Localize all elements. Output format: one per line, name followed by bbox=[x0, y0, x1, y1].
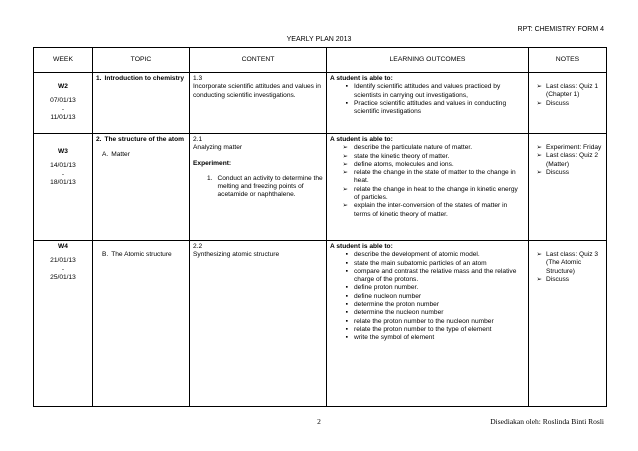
notes-cell bbox=[529, 134, 607, 241]
note-text: Experiment: Friday bbox=[546, 144, 602, 151]
square-bullet-icon: ▪ bbox=[345, 284, 348, 292]
topic-number: 2. bbox=[96, 136, 102, 143]
list-item bbox=[532, 83, 603, 100]
list-item bbox=[330, 100, 525, 117]
learning-outcome-text: state the kinetic theory of matter. bbox=[354, 152, 450, 160]
learning-outcome-text: define proton number. bbox=[354, 284, 419, 292]
notes-list bbox=[532, 251, 603, 284]
subtopic-title: The Atomic structure bbox=[111, 251, 172, 258]
document-subject: RPT: CHEMISTRY FORM 4 bbox=[517, 26, 604, 33]
week-cell bbox=[34, 241, 93, 407]
subtopic-letter: B. bbox=[102, 251, 109, 258]
content-cell bbox=[190, 73, 327, 134]
square-bullet-icon: ▪ bbox=[345, 301, 348, 309]
week-label: W2 bbox=[58, 83, 68, 90]
list-item bbox=[532, 251, 603, 276]
content-text: Incorporate scientific attitudes and values in conducting scientific investigations. bbox=[193, 83, 321, 99]
arrowhead-bullet-icon: ➢ bbox=[342, 169, 348, 177]
learning-outcomes-list bbox=[330, 83, 525, 116]
subtopic-item bbox=[96, 251, 186, 259]
prepared-by: Disediakan oleh: Roslinda Binti Rosli bbox=[490, 417, 604, 426]
learning-outcome-text: relate the proton number to the type of element bbox=[354, 325, 492, 333]
list-item bbox=[330, 153, 525, 161]
arrowhead-bullet-icon: ➢ bbox=[342, 185, 348, 193]
square-bullet-icon: ▪ bbox=[345, 267, 348, 275]
week-start-date: 07/01/13 bbox=[50, 97, 76, 105]
arrowhead-bullet-icon: ➢ bbox=[536, 275, 542, 283]
learning-outcome-text: define nucleon number bbox=[354, 292, 422, 300]
week-start-date: 14/01/13 bbox=[50, 162, 76, 170]
yearly-plan-table bbox=[33, 47, 607, 407]
list-item bbox=[330, 326, 525, 334]
learning-outcome-text: determine the proton number bbox=[354, 301, 440, 309]
week-label: W3 bbox=[58, 148, 68, 155]
list-item bbox=[330, 301, 525, 309]
learning-outcome-text: relate the change in heat to the change in kinetic energy of particles. bbox=[354, 185, 518, 202]
arrowhead-bullet-icon: ➢ bbox=[342, 160, 348, 168]
topic-item bbox=[96, 136, 186, 144]
square-bullet-icon: ▪ bbox=[345, 251, 348, 259]
list-item bbox=[330, 293, 525, 301]
week-cell bbox=[34, 134, 93, 241]
notes-list bbox=[532, 144, 603, 177]
notes-cell bbox=[529, 73, 607, 134]
list-item bbox=[330, 334, 525, 342]
subtopic-item bbox=[96, 151, 186, 159]
topic-title: The structure of the atom bbox=[104, 136, 184, 143]
list-item bbox=[330, 284, 525, 292]
experiment-item bbox=[193, 175, 323, 200]
experiment-number: 1. bbox=[207, 174, 213, 182]
list-item bbox=[330, 309, 525, 317]
list-item bbox=[532, 169, 603, 177]
list-item bbox=[330, 83, 525, 100]
square-bullet-icon: ▪ bbox=[345, 334, 348, 342]
note-text: Last class: Quiz 3 (The Atomic Structure) bbox=[546, 251, 599, 275]
arrowhead-bullet-icon: ➢ bbox=[536, 144, 542, 151]
list-item bbox=[330, 202, 525, 219]
list-item bbox=[532, 276, 603, 284]
list-item bbox=[330, 260, 525, 268]
square-bullet-icon: ▪ bbox=[345, 99, 348, 107]
topic-title: Introduction to chemistry bbox=[104, 75, 184, 82]
topic-number: 1. bbox=[96, 75, 102, 82]
subtopic-letter: A. bbox=[102, 151, 109, 159]
list-item bbox=[330, 186, 525, 203]
square-bullet-icon: ▪ bbox=[345, 309, 348, 317]
document-title: YEARLY PLAN 2013 bbox=[286, 36, 352, 43]
date-separator: - bbox=[61, 170, 65, 178]
list-item bbox=[330, 169, 525, 186]
arrowhead-bullet-icon: ➢ bbox=[342, 144, 348, 152]
table-header-row bbox=[34, 48, 607, 73]
note-text: Discuss bbox=[546, 275, 570, 283]
topic-cell bbox=[93, 241, 190, 407]
learning-outcomes-heading: A student is able to: bbox=[330, 136, 393, 143]
list-item bbox=[330, 161, 525, 169]
list-item bbox=[330, 144, 525, 152]
note-text: Last class: Quiz 2 (Matter) bbox=[546, 152, 599, 168]
content-text: Analyzing matter bbox=[193, 144, 243, 152]
notes-list bbox=[532, 83, 603, 108]
subtopic-title: Matter bbox=[111, 151, 130, 159]
learning-outcome-text: describe the development of atomic model. bbox=[354, 251, 480, 259]
week-end-date: 25/01/13 bbox=[50, 274, 76, 282]
arrowhead-bullet-icon: ➢ bbox=[536, 168, 542, 176]
learning-outcomes-list bbox=[330, 251, 525, 342]
learning-outcome-text: explain the inter-conversion of the states of matter in terms of kinetic theory of matter. bbox=[354, 202, 508, 218]
column-header-topic: TOPIC bbox=[93, 48, 190, 73]
date-separator: - bbox=[61, 265, 65, 273]
week-end-date: 18/01/13 bbox=[50, 179, 76, 187]
notes-cell bbox=[529, 241, 607, 407]
learning-outcomes-cell bbox=[327, 73, 529, 134]
learning-outcomes-heading: A student is able to: bbox=[330, 75, 393, 82]
week-label: W4 bbox=[58, 243, 68, 250]
learning-outcome-text: state the main subatomic particles of an atom bbox=[354, 259, 487, 267]
topic-cell bbox=[93, 73, 190, 134]
column-header-learning-outcomes: LEARNING OUTCOMES bbox=[327, 48, 529, 73]
note-text: Discuss bbox=[546, 99, 570, 107]
column-header-notes: NOTES bbox=[529, 48, 607, 73]
learning-outcomes-cell bbox=[327, 241, 529, 407]
table-row bbox=[34, 134, 607, 241]
arrowhead-bullet-icon: ➢ bbox=[342, 152, 348, 160]
page-number: 2 bbox=[317, 417, 321, 426]
learning-outcome-text: determine the nucleon number bbox=[354, 309, 444, 317]
experiment-label: Experiment: bbox=[193, 159, 232, 167]
arrowhead-bullet-icon: ➢ bbox=[536, 99, 542, 107]
arrowhead-bullet-icon: ➢ bbox=[536, 83, 542, 90]
content-ref: 1.3 bbox=[193, 75, 203, 82]
table-row bbox=[34, 241, 607, 407]
arrowhead-bullet-icon: ➢ bbox=[342, 202, 348, 210]
learning-outcome-text: describe the particulate nature of matter. bbox=[354, 144, 473, 152]
topic-cell bbox=[93, 134, 190, 241]
arrowhead-bullet-icon: ➢ bbox=[536, 251, 542, 258]
list-item bbox=[532, 144, 603, 152]
learning-outcome-text: Identify scientific attitudes and values practiced by scientists in carrying out investigations, bbox=[354, 83, 501, 99]
content-cell bbox=[190, 134, 327, 241]
square-bullet-icon: ▪ bbox=[345, 83, 348, 91]
learning-outcome-text: relate the change in the state of matter to the change in heat. bbox=[354, 169, 516, 185]
list-item bbox=[532, 100, 603, 108]
square-bullet-icon: ▪ bbox=[345, 292, 348, 300]
learning-outcomes-heading: A student is able to: bbox=[330, 243, 393, 250]
learning-outcomes-cell bbox=[327, 134, 529, 241]
column-header-week: WEEK bbox=[34, 48, 93, 73]
note-text: Discuss bbox=[546, 168, 570, 176]
week-end-date: 11/01/13 bbox=[50, 114, 76, 122]
content-ref: 2.2 bbox=[193, 243, 203, 250]
learning-outcome-text: write the symbol of element bbox=[354, 334, 435, 342]
square-bullet-icon: ▪ bbox=[345, 325, 348, 333]
list-item bbox=[330, 251, 525, 259]
topic-item bbox=[96, 75, 186, 83]
learning-outcome-text: define atoms, molecules and ions. bbox=[354, 160, 454, 168]
arrowhead-bullet-icon: ➢ bbox=[536, 152, 542, 160]
learning-outcome-text: relate the proton number to the nucleon number bbox=[354, 317, 494, 325]
list-item bbox=[532, 152, 603, 169]
table-row bbox=[34, 73, 607, 134]
content-ref: 2.1 bbox=[193, 136, 203, 143]
list-item bbox=[330, 318, 525, 326]
column-header-content: CONTENT bbox=[190, 48, 327, 73]
learning-outcome-text: compare and contrast the relative mass and the relative charge of the protons. bbox=[354, 267, 517, 284]
square-bullet-icon: ▪ bbox=[345, 317, 348, 325]
learning-outcome-text: Practice scientific attitudes and values in conducting scientific investigations bbox=[354, 99, 507, 116]
square-bullet-icon: ▪ bbox=[345, 259, 348, 267]
week-cell bbox=[34, 73, 93, 134]
content-cell bbox=[190, 241, 327, 407]
week-start-date: 21/01/13 bbox=[50, 257, 76, 265]
learning-outcomes-list bbox=[330, 144, 525, 219]
content-text: Synthesizing atomic structure bbox=[193, 251, 280, 259]
date-separator: - bbox=[61, 105, 65, 113]
list-item bbox=[330, 268, 525, 285]
experiment-text: Conduct an activity to determine the melting and freezing points of acetamide or naphthalene. bbox=[217, 174, 323, 199]
note-text: Last class: Quiz 1 (Chapter 1) bbox=[546, 83, 599, 99]
